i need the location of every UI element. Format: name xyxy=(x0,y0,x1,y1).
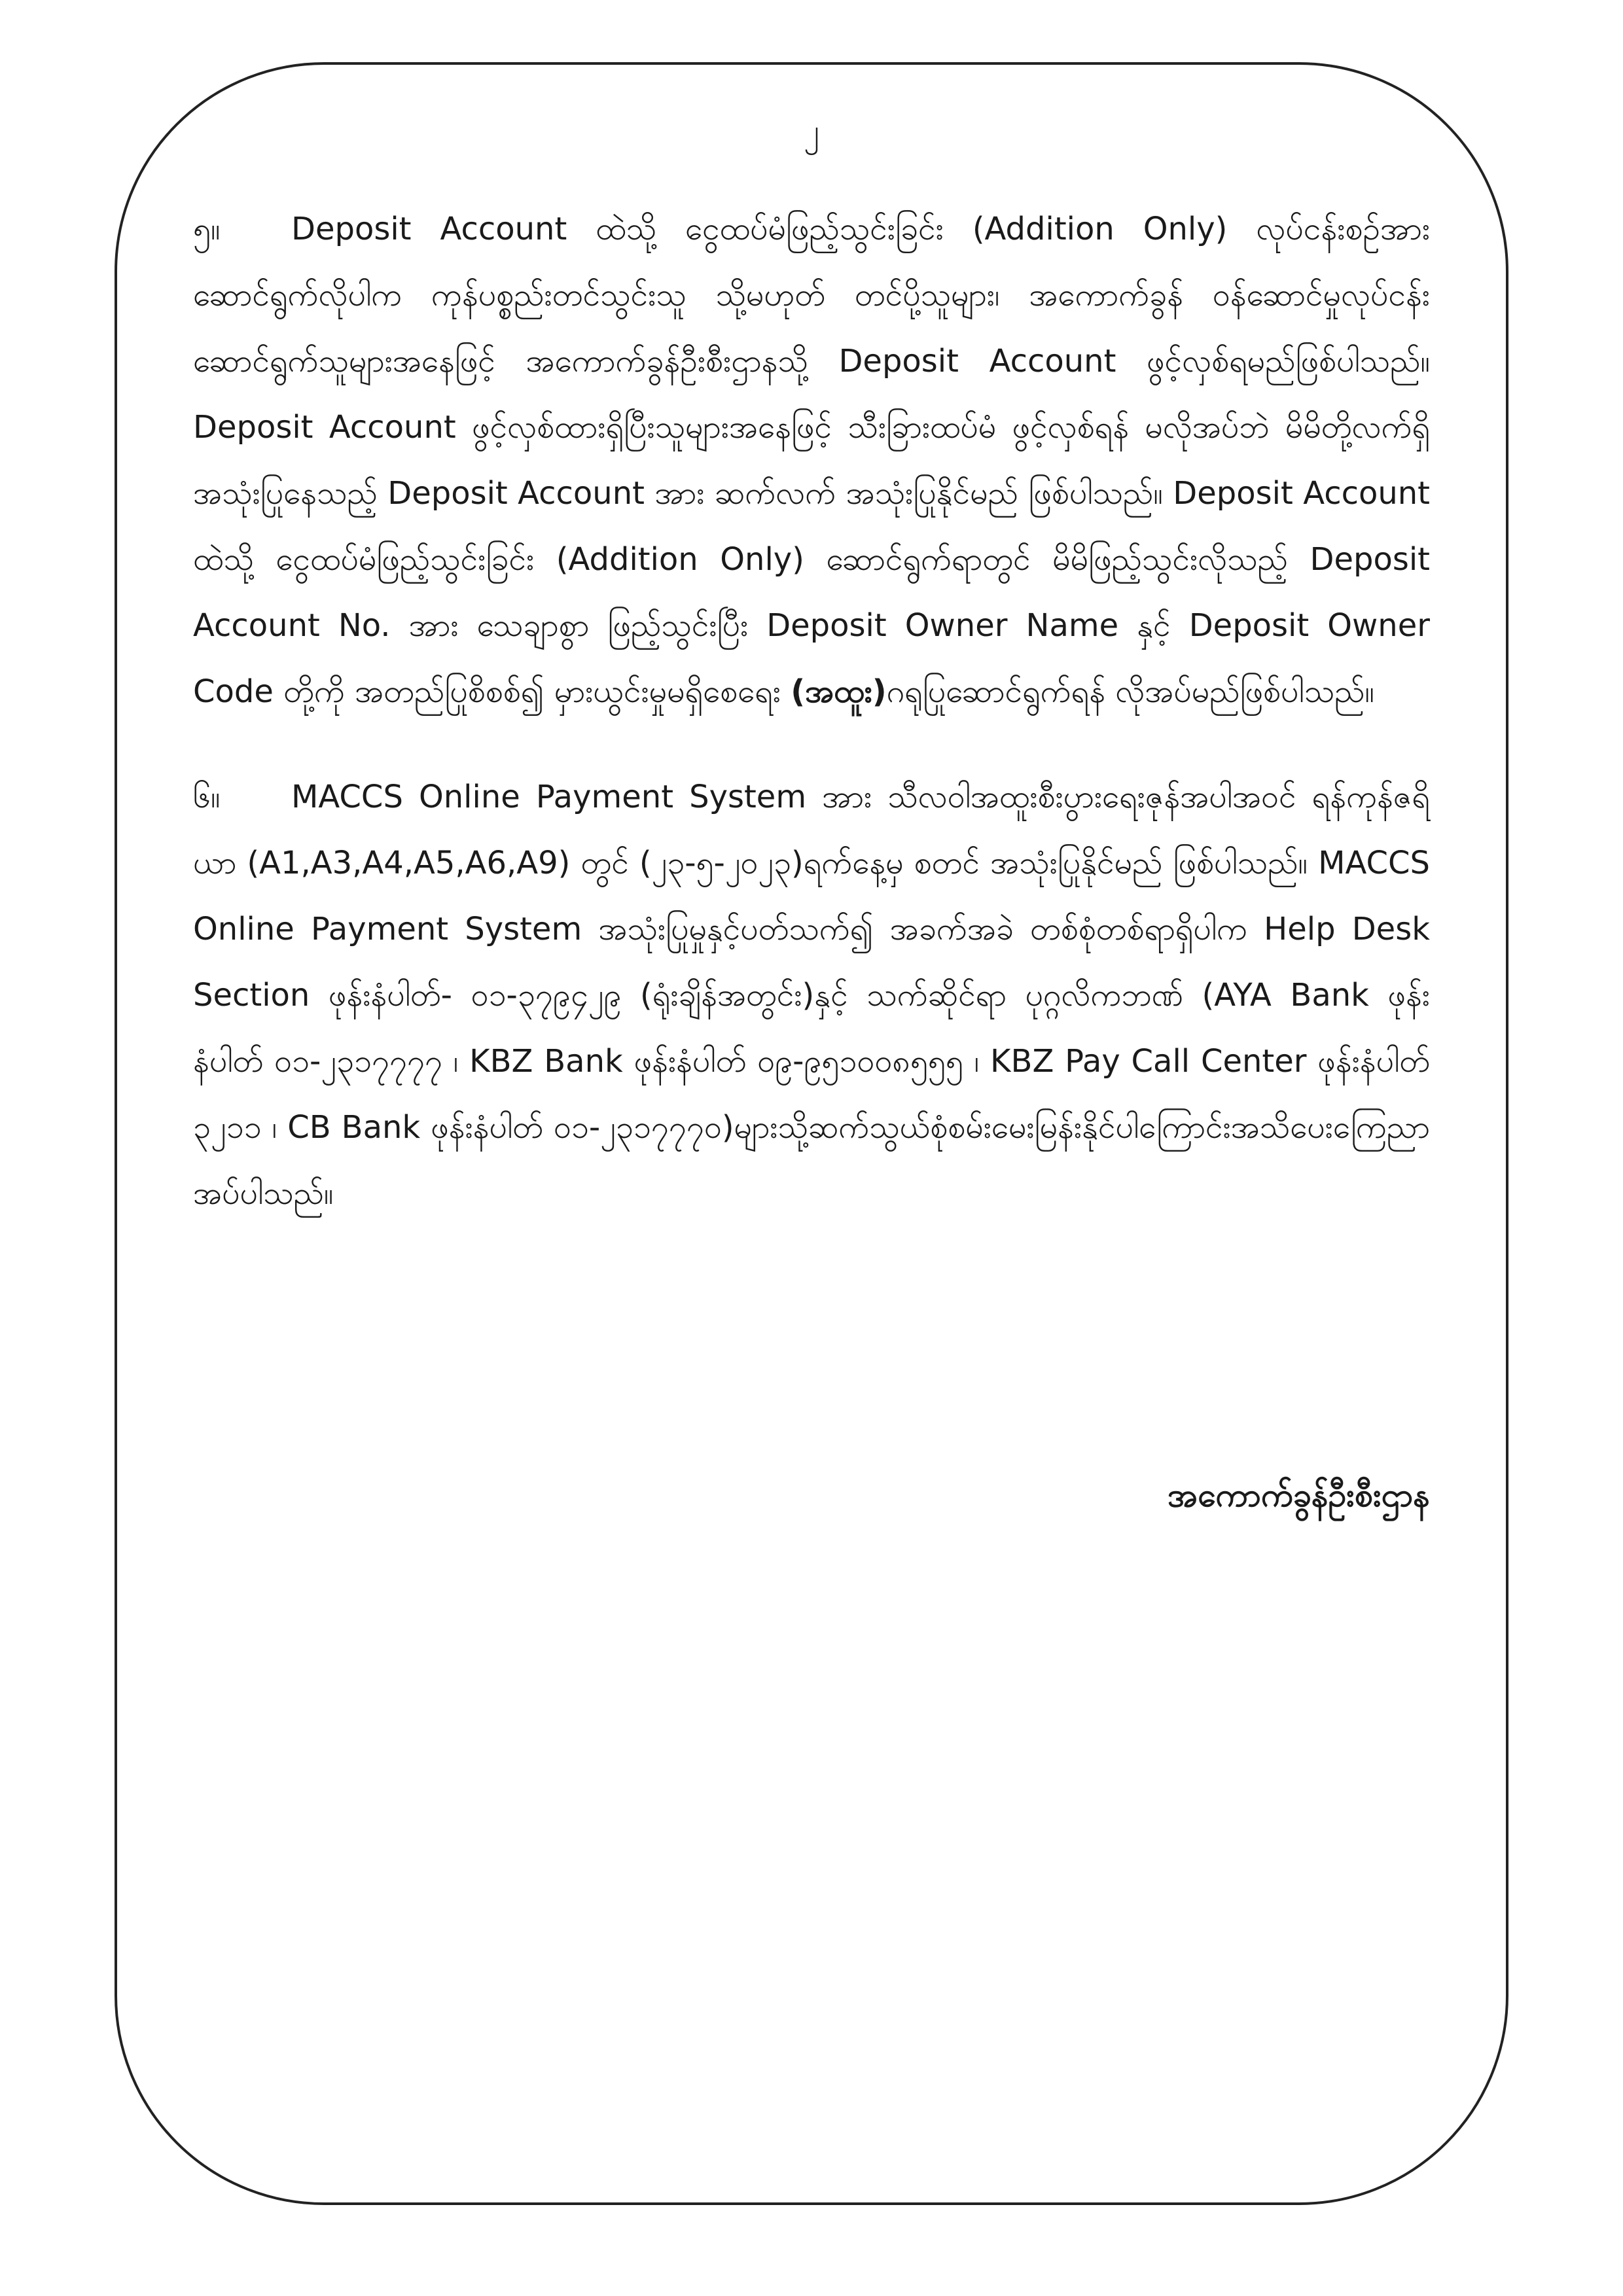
paragraph-6 xyxy=(193,764,1430,1227)
paragraph-number: ၅။ xyxy=(193,211,221,247)
paragraph-text-end: ဂရုပြုဆောင်ရွက်ရန် လိုအပ်မည်ဖြစ်ပါသည်။ xyxy=(886,673,1375,710)
paragraph-text: MACCS Online Payment System အား သီလဝါအထူးစီးပွားရေးဇုန်အပါအဝင် ရန်ကုန်ဇရိယာ (A1,A3,A4,A5,A6,A9) တွင် (၂၃-၅-၂၀၂၃)ရက်နေ့မှ စတင် အသုံးပြုနိုင်မည် ဖြစ်ပါသည်။ MACCS Online Payment System အသုံးပြုမှုနှင့်ပတ်သက်၍ အခက်အခဲ တစ်စုံတစ်ရာရှိပါက Help Desk Section ဖုန်းနံပါတ်- ၀၁-၃၇၉၄၂၉ (ရုံးချိန်အတွင်း)နှင့် သက်ဆိုင်ရာ ပုဂ္ဂလိကဘဏ် (AYA Bank ဖုန်းနံပါတ် ၀၁-၂၃၁၇၇၇၇ ၊ KBZ Bank ဖုန်းနံပါတ် ၀၉-၉၅၁၀၀၈၅၅၅ ၊ KBZ Pay Call Center ဖုန်းနံပါတ် ၃၂၁၁ ၊ CB Bank ဖုန်းနံပါတ် ၀၁-၂၃၁၇၇၇၀)များသို့ဆက်သွယ်စုံစမ်းမေးမြန်းနိုင်ပါကြောင်းအသိပေးကြေညာအပ်ပါသည်။ xyxy=(193,779,1430,1212)
paragraph-bold-text: (အထူး) xyxy=(791,673,887,710)
document-body xyxy=(193,196,1430,1266)
paragraph-number: ၆။ xyxy=(193,779,221,815)
paragraph-5 xyxy=(193,196,1430,725)
signature-department: အကောက်ခွန်ဦးစီးဌာန xyxy=(1168,1476,1430,1514)
paragraph-text: Deposit Account ထဲသို့ ငွေထပ်မံဖြည့်သွင်းခြင်း (Addition Only) လုပ်ငန်းစဥ်အား ဆောင်ရွက်လိုပါက ကုန်ပစ္စည်းတင်သွင်းသူ သို့မဟုတ် တင်ပို့သူများ၊ အကောက်ခွန် ဝန်ဆောင်မှုလုပ်ငန်းဆောင်ရွက်သူများအနေဖြင့် အကောက်ခွန်ဦးစီးဌာနသို့ Deposit Account ဖွင့်လှစ်ရမည်ဖြစ်ပါသည်။ Deposit Account ဖွင့်လှစ်ထားရှိပြီးသူများအနေဖြင့် သီးခြားထပ်မံ ဖွင့်လှစ်ရန် မလိုအပ်ဘဲ မိမိတို့လက်ရှိအသုံးပြုနေသည့် Deposit Account အား ဆက်လက် အသုံးပြုနိုင်မည် ဖြစ်ပါသည်။ Deposit Account ထဲသို့ ငွေထပ်မံဖြည့်သွင်းခြင်း (Addition Only) ဆောင်ရွက်ရာတွင် မိမိဖြည့်သွင်းလိုသည့် Deposit Account No. အား သေချာစွာ ဖြည့်သွင်းပြီး Deposit Owner Name နှင့် Deposit Owner Code တို့ကို အတည်ပြုစိစစ်၍ မှားယွင်းမှုမရှိစေရေး xyxy=(193,211,1430,710)
page-number: ၂ xyxy=(804,113,819,149)
